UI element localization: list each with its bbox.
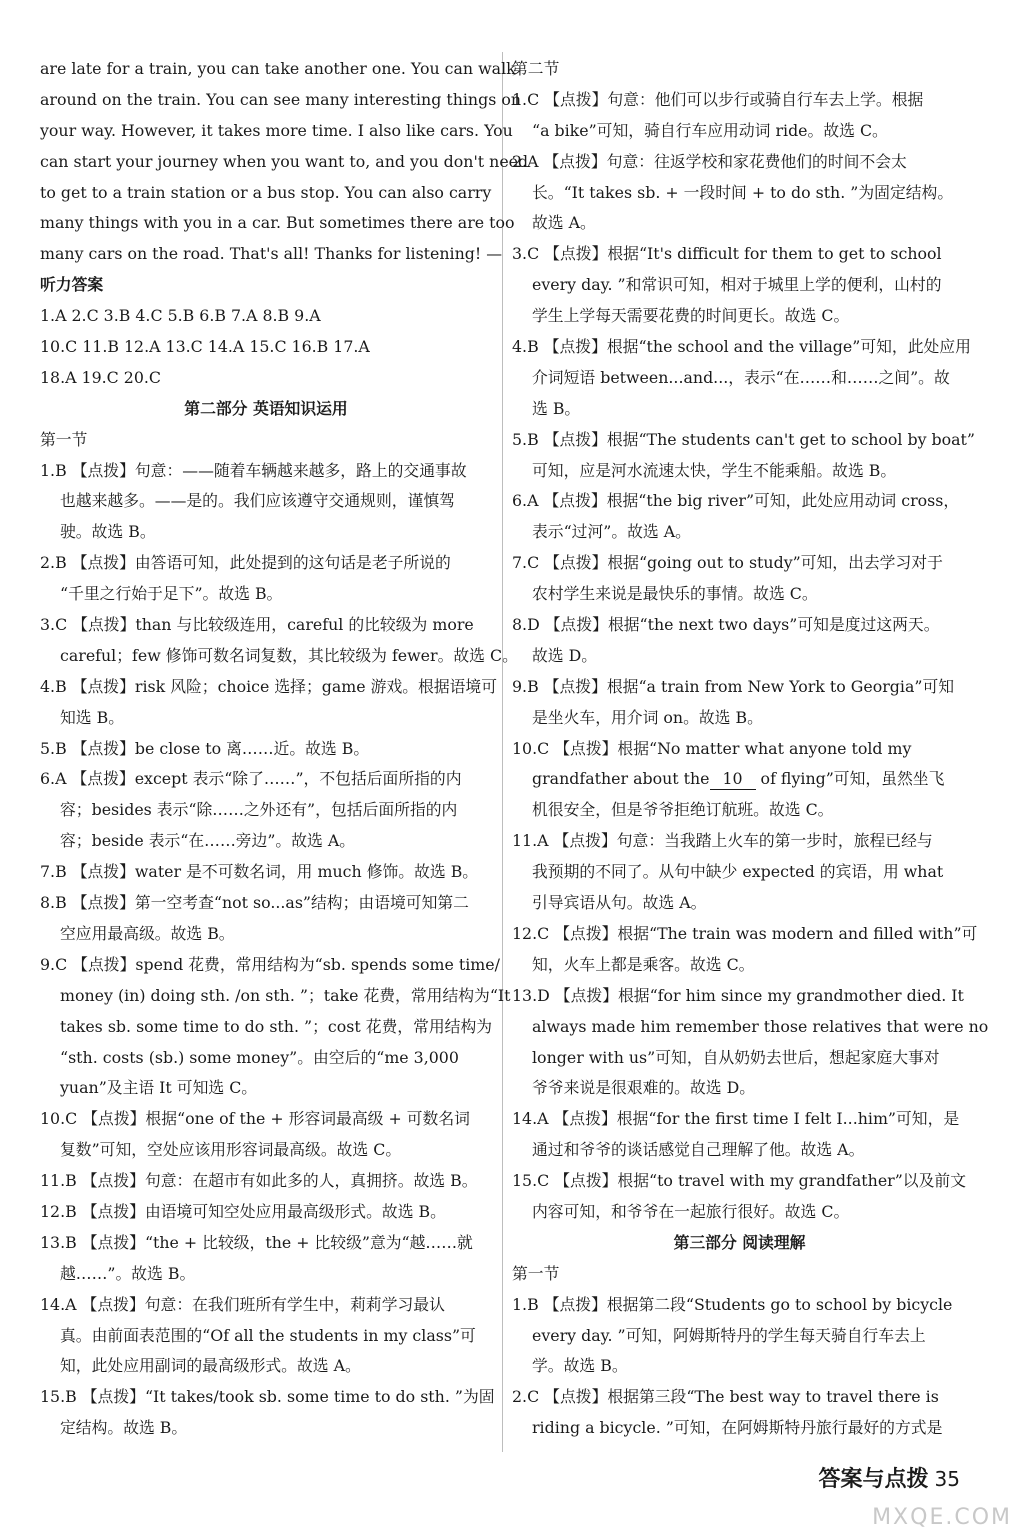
text-line: 空应用最高级。故选 B。 [60,923,235,943]
text-line: 12.C 【点拨】根据“The train was modern and filled with”可 [512,923,978,943]
text-line: 第一节 [40,429,88,449]
left-column [40,54,529,1444]
text-line: 13.D 【点拨】根据“for him since my grandmother died. It [512,985,964,1005]
column-divider [502,52,503,1452]
text-line: 1.B 【点拨】根据第二段“Students go to school by bicycle [512,1294,953,1314]
text-line: 真。由前面表范围的“Of all the students in my class”可 [60,1325,476,1345]
text-line: 长。“It takes sb. + 一段时间 + to do sth. ”为固定结构。 [532,182,954,202]
watermark-logo: MXQE.COM [872,1505,1012,1530]
text-line: 介词短语 between...and...，表示“在……和……之间”。故 [532,367,950,387]
text-line: 学生上学每天需要花费的时间更长。故选 C。 [532,306,850,326]
text-line: 3.C 【点拨】than 与比较级连用，careful 的比较级为 more [40,615,474,635]
text-line: 6.A 【点拨】except 表示“除了……”，不包括后面所指的内 [40,769,462,789]
text-line: 5.B 【点拨】be close to 离……近。故选 B。 [40,738,370,758]
text-line: riding a bicycle. ”可知，在阿姆斯特丹旅行最好的方式是 [532,1418,943,1438]
text-line: 表示“过河”。故选 A。 [532,522,691,542]
text-line: 12.B 【点拨】由语境可知空处应用最高级形式。故选 B。 [40,1201,446,1221]
page-footer [819,1462,960,1493]
text-line: 7.C 【点拨】根据“going out to study”可知，出去学习对于 [512,553,943,573]
text-line: 容；besides 表示“除……之外还有”，包括后面所指的内 [60,800,458,820]
text-line: 是坐火车，用介词 on。故选 B。 [532,707,763,727]
text-line: 复数”可知，空处应该用形容词最高级。故选 C。 [60,1140,402,1160]
text-line: 9.B 【点拨】根据“a train from New York to Georgia”可知 [512,676,955,696]
text-line: 11.A 【点拨】句意：当我踏上火车的第一步时，旅程已经与 [512,831,933,851]
text-line: your way. However, it takes more time. I also like cars. You [40,120,513,140]
text-line: 我预期的不同了。从句中缺少 expected 的宾语，用 what [532,862,944,882]
text-line: 第二节 [512,59,560,78]
text-line: grandfather about the 10 of flying”可知，虽然坐飞 [532,769,945,789]
text-line: “a bike”可知，骑自行车应用动词 ride。故选 C。 [532,120,888,140]
text-line: 故选 A。 [532,213,596,233]
text-line: every day. ”和常识可知，相对于城里上学的便利，山村的 [532,275,942,295]
text-line: 知，此处应用副词的最高级形式。故选 A。 [60,1356,361,1376]
text-line: always made him remember those relatives that were no [532,1016,989,1036]
text-line: 知，火车上都是乘客。故选 C。 [532,954,755,974]
text-line: 1.C 【点拨】句意：他们可以步行或骑自行车去上学。根据 [512,89,924,109]
text-line: 第三部分 阅读理解 [673,1232,806,1252]
text-line: 3.C 【点拨】根据“It's difficult for them to get to school [512,244,942,264]
text-line: 越……”。故选 B。 [60,1263,196,1283]
text-line: 14.A 【点拨】句意：在我们班所有学生中，莉莉学习最认 [40,1294,445,1314]
text-line: 14.A 【点拨】根据“for the first time I felt I...him”可知，是 [512,1109,960,1129]
text-line: 2.B 【点拨】由答语可知，此处提到的这句话是老子所说的 [40,553,451,573]
text-line: 8.B 【点拨】第一空考查“not so...as”结构；由语境可知第二 [40,893,469,913]
text-line: 1.B 【点拨】句意：——随着车辆越来越多，路上的交通事故 [40,460,467,480]
text-line: 4.B 【点拨】risk 风险；choice 选择；game 游戏。根据语境可 [40,676,498,696]
text-line: “千里之行始于足下”。故选 B。 [60,584,283,604]
text-line: 也越来越多。——是的。我们应该遵守交通规则，谨慎驾 [60,491,455,511]
text-line: are late for a train, you can take another one. You can walk [40,59,516,78]
text-line: 容；beside 表示“在……旁边”。故选 A。 [60,831,356,851]
text-line: 内容可知，和爷爷在一起旅行很好。故选 C。 [532,1201,850,1221]
text-line: 知选 B。 [60,707,125,727]
text-line: money (in) doing sth. /on sth. ”；take 花费，常用结构为“It [60,985,511,1005]
text-line: 5.B 【点拨】根据“The students can't get to school by boat” [512,429,975,449]
text-line: 4.B 【点拨】根据“the school and the village”可知，此处应用 [512,337,971,357]
text-line: 7.B 【点拨】water 是不可数名词，用 much 修饰。故选 B。 [40,862,479,882]
text-line: 驶。故选 B。 [60,522,156,542]
text-line: 18.A 19.C 20.C [40,367,161,387]
text-line: 爷爷来说是很艰难的。故选 D。 [532,1078,756,1098]
text-line: 6.A 【点拨】根据“the big river”可知，此处应用动词 cross， [512,491,960,511]
right-column [512,54,989,1444]
text-line: around on the train. You can see many interesting things on [40,89,522,109]
text-line: 机很安全，但是爷爷拒绝订航班。故选 C。 [532,800,834,820]
text-line: 1.A 2.C 3.B 4.C 5.B 6.B 7.A 8.B 9.A [40,306,321,326]
text-line: 农村学生来说是最快乐的事情。故选 C。 [532,584,818,604]
text-line: yuan”及主语 It 可知选 C。 [60,1078,258,1098]
text-line: longer with us”可知，自从奶奶去世后，想起家庭大事对 [532,1047,940,1067]
text-line: 选 B。 [532,398,581,418]
text-line: 8.D 【点拨】根据“the next two days”可知是度过这两天。 [512,615,940,635]
text-line: 第二部分 英语知识运用 [184,398,348,418]
text-line: 9.C 【点拨】spend 花费，常用结构为“sb. spends some time/ [40,954,500,974]
text-line: 定结构。故选 B。 [60,1418,188,1438]
text-line: many things with you in a car. But sometimes there are too [40,213,515,233]
text-line: 10.C 11.B 12.A 13.C 14.A 15.C 16.B 17.A [40,337,370,357]
text-line: 通过和爷爷的谈话感觉自己理解了他。故选 A。 [532,1140,865,1160]
text-line: 学。故选 B。 [532,1356,628,1376]
blank-number: 10 [710,769,756,790]
text-line: 13.B 【点拨】“the + 比较级，the + 比较级”意为“越……就 [40,1232,473,1252]
text-line: 可知，应是河水流速太快，学生不能乘船。故选 B。 [532,460,897,480]
text-line: can start your journey when you want to, and you don't need [40,151,529,171]
text-line: many cars on the road. That's all! Thanks for listening! — [40,244,503,264]
text-line: 11.B 【点拨】句意：在超市有如此多的人，真拥挤。故选 B。 [40,1171,478,1191]
footer-label: 答案与点拨 [818,1467,929,1492]
page-number: 35 [934,1467,960,1491]
text-line: 引导宾语从句。故选 A。 [532,893,707,913]
text-line: 10.C 【点拨】根据“one of the + 形容词最高级 + 可数名词 [40,1109,470,1129]
text-line: “sth. costs (sb.) some money”。由空后的“me 3,000 [60,1047,459,1067]
text-line: 第一节 [512,1263,560,1283]
text-line: to get to a train station or a bus stop. You can also carry [40,182,492,202]
text-line: 听力答案 [40,275,104,295]
text-line: 2.C 【点拨】根据第三段“The best way to travel there is [512,1387,939,1407]
text-line: every day. ”可知，阿姆斯特丹的学生每天骑自行车去上 [532,1325,926,1345]
text-line: 2.A 【点拨】句意：往返学校和家花费他们的时间不会太 [512,151,907,171]
text-line: 故选 D。 [532,645,598,665]
text-line: 15.B 【点拨】“It takes/took sb. some time to do sth. ”为固 [40,1387,495,1407]
text-line: careful；few 修饰可数名词复数，其比较级为 fewer。故选 C。 [60,645,518,665]
text-line: 10.C 【点拨】根据“No matter what anyone told my [512,738,912,758]
text-line: takes sb. some time to do sth. ”；cost 花费，常用结构为 [60,1016,493,1036]
text-line: 15.C 【点拨】根据“to travel with my grandfather”以及前文 [512,1171,966,1191]
